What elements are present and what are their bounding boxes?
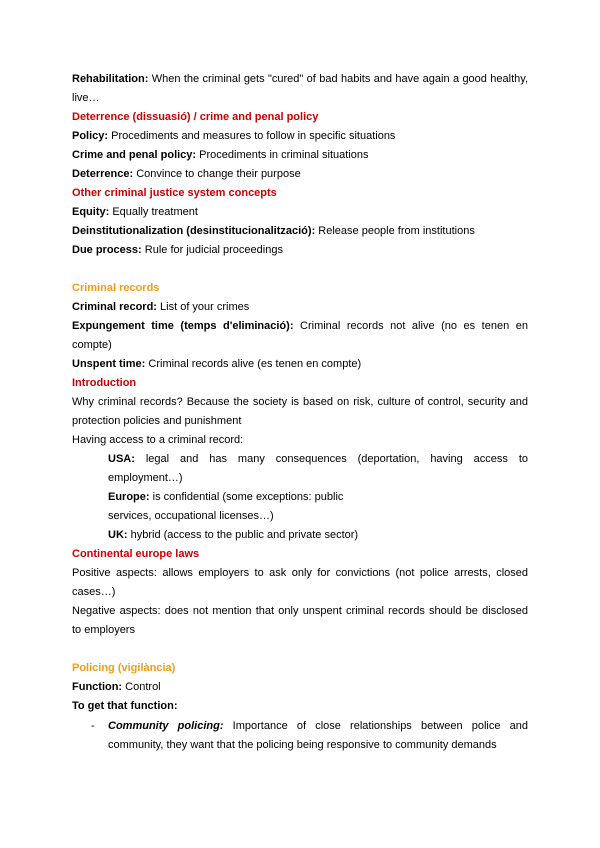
criminal-records-heading: Criminal records — [72, 282, 160, 294]
positive-line: Positive aspects: allows employers to ask only for convictions (not police arrests, closed — [72, 567, 528, 579]
usa-text: legal and has many consequences (deportation, having access to — [134, 453, 528, 465]
europe-term: Europe: — [108, 491, 150, 503]
deinstitutionalization-text: Release people from institutions — [315, 225, 475, 237]
community-policing-line — [108, 719, 528, 734]
due-process-line — [72, 243, 528, 258]
function-text: Control — [122, 681, 161, 693]
policy-line — [72, 129, 528, 144]
criminal-record-term: Criminal record: — [72, 301, 157, 313]
europe-line — [108, 490, 528, 505]
deinstitutionalization-line — [72, 224, 528, 239]
continental-heading: Continental europe laws — [72, 548, 200, 560]
unspent-term: Unspent time: — [72, 358, 146, 370]
due-process-term: Due process: — [72, 244, 142, 256]
due-process-text: Rule for judicial proceedings — [141, 244, 283, 256]
policy-term: Policy: — [72, 130, 109, 142]
expungement-text: Criminal records not alive (no es tenen en — [293, 320, 528, 332]
equity-term: Equity: — [72, 206, 110, 218]
equity-text: Equally treatment — [109, 206, 198, 218]
why-records-line: Why criminal records? Because the society is based on risk, culture of control, security and — [72, 396, 528, 408]
uk-term: UK: — [108, 529, 128, 541]
community-policing-line-2: community, they want that the policing being responsive to community demands — [108, 739, 497, 751]
negative-line-2: to employers — [72, 624, 135, 636]
uk-line — [108, 528, 528, 543]
usa-term: USA: — [108, 453, 135, 465]
uk-text: hybrid (access to the public and private sector) — [127, 529, 359, 541]
rehabilitation-text: When the criminal gets "cured" of bad habits and have again a good healthy, — [148, 73, 528, 85]
community-policing-term: Community policing: — [108, 720, 224, 732]
community-policing-text: Importance of close relationships between police and — [223, 720, 528, 732]
criminal-record-text: List of your crimes — [156, 301, 250, 313]
europe-line-2: services, occupational licenses…) — [108, 510, 274, 522]
get-function-line — [72, 699, 528, 714]
rehabilitation-term: Rehabilitation: — [72, 73, 149, 85]
deterrence-term: Deterrence: — [72, 168, 134, 180]
crime-policy-term: Crime and penal policy: — [72, 149, 197, 161]
negative-line: Negative aspects: does not mention that only unspent criminal records should be disclosed — [72, 605, 528, 617]
crime-policy-line — [72, 148, 528, 163]
positive-line-2: cases…) — [72, 586, 116, 598]
deterrence-text: Convince to change their purpose — [133, 168, 301, 180]
unspent-text: Criminal records alive (es tenen en compte) — [145, 358, 362, 370]
introduction-heading: Introduction — [72, 377, 137, 389]
get-function-text: To get that function: — [72, 700, 178, 712]
list-dash: - — [91, 720, 95, 732]
unspent-line — [72, 357, 528, 372]
other-concepts-heading: Other criminal justice system concepts — [72, 187, 277, 199]
criminal-record-line — [72, 300, 528, 315]
equity-line — [72, 205, 528, 220]
crime-policy-text: Procediments in criminal situations — [196, 149, 369, 161]
usa-line — [108, 452, 528, 467]
deterrence-heading: Deterrence (dissuasió) / crime and penal policy — [72, 111, 319, 123]
usa-line-2: employment…) — [108, 472, 183, 484]
deterrence-line — [72, 167, 528, 182]
policing-heading: Policing (vigilància) — [72, 662, 176, 674]
access-line: Having access to a criminal record: — [72, 434, 244, 446]
function-line — [72, 680, 528, 695]
expungement-term: Expungement time (temps d'eliminació): — [72, 320, 294, 332]
deinstitutionalization-term: Deinstitutionalization (desinstitucionalització): — [72, 225, 316, 237]
expungement-line-2: compte) — [72, 339, 112, 351]
function-term: Function: — [72, 681, 123, 693]
rehabilitation-line-2: live… — [72, 92, 100, 104]
rehabilitation-line — [72, 72, 528, 87]
europe-text: is confidential (some exceptions: public — [149, 491, 344, 503]
why-records-line-2: protection policies and punishment — [72, 415, 242, 427]
policy-text: Procediments and measures to follow in specific situations — [108, 130, 396, 142]
expungement-line — [72, 319, 528, 334]
